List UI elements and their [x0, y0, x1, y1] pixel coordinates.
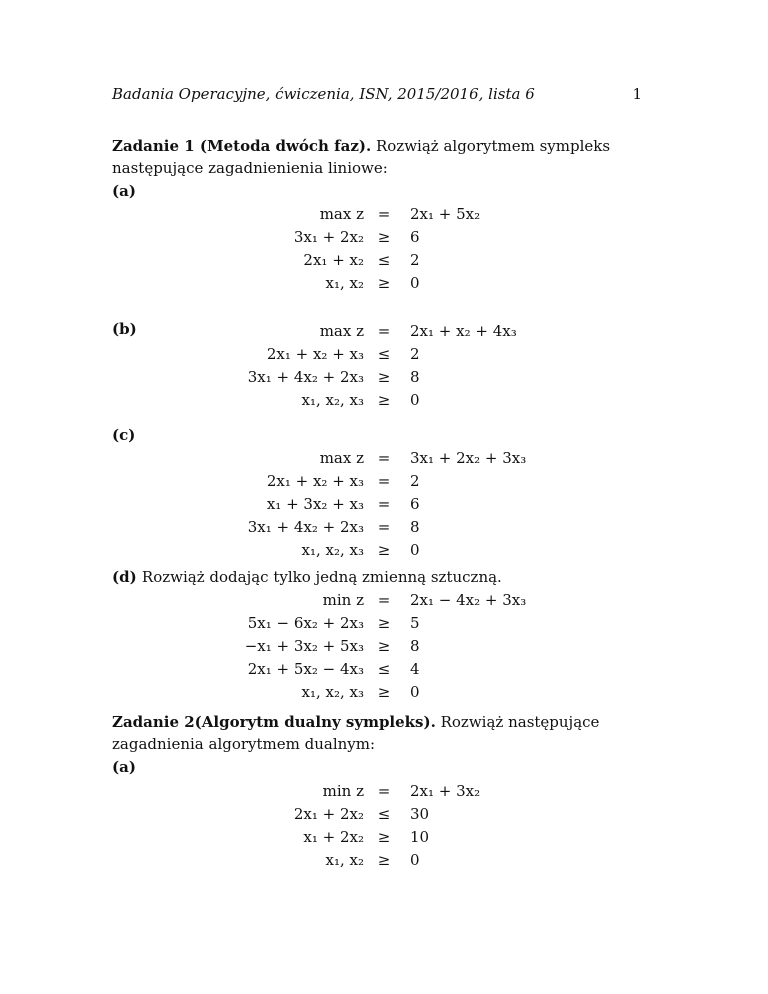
equation-row	[112, 251, 642, 272]
equation-rel: ≥	[377, 274, 391, 292]
equation-lhs: x₁, x₂, x₃	[301, 683, 364, 701]
equation-lhs: 3x₁ + 4x₂ + 2x₃	[247, 518, 364, 536]
equation-row	[112, 228, 642, 249]
equation-rel: ≥	[377, 828, 391, 846]
equation-rel: ≥	[377, 683, 391, 701]
equation-rel: ≤	[377, 251, 391, 269]
task-1-part-b-label: (b)	[112, 320, 137, 338]
equation-lhs: x₁ + 2x₂	[303, 828, 364, 846]
equation-rel: =	[377, 782, 391, 800]
task-2-heading: Zadanie 2(Algorytm dualny sympleks).	[112, 713, 436, 731]
task-1-part-a-label: (a)	[112, 182, 136, 200]
equation-rhs: 8	[410, 637, 420, 655]
equation-lhs: max z	[319, 322, 364, 340]
equation-row	[112, 660, 642, 681]
equation-rhs: 2	[410, 472, 420, 490]
equation-lhs: x₁ + 3x₂ + x₃	[266, 495, 364, 513]
equation-rhs: 2	[410, 251, 420, 269]
equation-rel: ≤	[377, 805, 391, 823]
equation-rel: =	[377, 322, 391, 340]
equation-lhs: 2x₁ + x₂	[303, 251, 364, 269]
equation-rhs: 6	[410, 228, 420, 246]
task-1-part-d-desc: Rozwiąż dodając tylko jedną zmienną sztuczną.	[141, 568, 502, 586]
equation-row	[112, 782, 642, 803]
equation-lhs: min z	[322, 782, 364, 800]
equation-rhs: 5	[410, 614, 420, 632]
equation-row	[112, 851, 642, 872]
equation-rhs: 8	[410, 368, 420, 386]
task-2-part-a-label: (a)	[112, 758, 136, 776]
equation-row	[112, 541, 642, 562]
task-1-text: Rozwiąż algorytmem sympleks następujące zagadnienienia liniowe:	[112, 137, 611, 177]
running-header	[112, 85, 642, 103]
equation-lhs: x₁, x₂	[325, 851, 364, 869]
equation-rel: ≥	[377, 368, 391, 386]
equation-rhs: 0	[410, 851, 420, 869]
equation-rel: ≥	[377, 391, 391, 409]
equation-row	[112, 391, 642, 412]
equation-row	[112, 683, 642, 704]
equation-row	[112, 322, 642, 343]
equation-lhs: 3x₁ + 4x₂ + 2x₃	[247, 368, 364, 386]
equation-rhs: 10	[410, 828, 430, 846]
equation-rhs: 0	[410, 274, 420, 292]
equation-row	[112, 274, 642, 295]
equation-row	[112, 828, 642, 849]
equation-row	[112, 495, 642, 516]
equation-lhs: −x₁ + 3x₂ + 5x₃	[244, 637, 364, 655]
equation-rel: =	[377, 449, 391, 467]
equation-rel: =	[377, 591, 391, 609]
equation-rel: ≥	[377, 541, 391, 559]
equation-row	[112, 637, 642, 658]
equation-rhs: 2	[410, 345, 420, 363]
equation-rel: ≤	[377, 345, 391, 363]
equation-rel: =	[377, 495, 391, 513]
equation-row	[112, 472, 642, 493]
equation-rhs: 2x₁ + 5x₂	[410, 205, 481, 223]
equation-row	[112, 205, 642, 226]
equation-row	[112, 518, 642, 539]
equation-rhs: 2x₁ + x₂ + 4x₃	[410, 322, 517, 340]
equation-rhs: 2x₁ − 4x₂ + 3x₃	[410, 591, 527, 609]
equation-rhs: 4	[410, 660, 420, 678]
equation-rhs: 8	[410, 518, 420, 536]
equation-row	[112, 449, 642, 470]
equation-rel: ≥	[377, 614, 391, 632]
equation-row	[112, 614, 642, 635]
task-1-part-c-label: (c)	[112, 426, 136, 444]
equation-rhs: 2x₁ + 3x₂	[410, 782, 481, 800]
equation-rhs: 6	[410, 495, 420, 513]
equation-rhs: 3x₁ + 2x₂ + 3x₃	[410, 449, 527, 467]
equation-lhs: x₁, x₂	[325, 274, 364, 292]
equation-lhs: 2x₁ + x₂ + x₃	[266, 472, 364, 490]
equation-lhs: min z	[322, 591, 364, 609]
header-title: Badania Operacyjne, ćwiczenia, ISN, 2015/2016, lista 6	[112, 85, 535, 103]
equation-lhs: x₁, x₂, x₃	[301, 541, 364, 559]
equation-rhs: 0	[410, 541, 420, 559]
equation-rhs: 0	[410, 391, 420, 409]
equation-rel: =	[377, 518, 391, 536]
equation-row	[112, 591, 642, 612]
task-2-text: Rozwiąż następujące zagadnienia algorytmem dualnym:	[112, 713, 600, 753]
equation-rel: =	[377, 472, 391, 490]
task-1-heading: Zadanie 1 (Metoda dwóch faz).	[112, 137, 372, 155]
equation-row	[112, 345, 642, 366]
equation-row	[112, 805, 642, 826]
equation-lhs: 2x₁ + 2x₂	[293, 805, 364, 823]
equation-lhs: x₁, x₂, x₃	[301, 391, 364, 409]
equation-rel: ≥	[377, 228, 391, 246]
equation-rel: ≤	[377, 660, 391, 678]
equation-rhs: 0	[410, 683, 420, 701]
equation-rhs: 30	[410, 805, 430, 823]
equation-lhs: 2x₁ + x₂ + x₃	[266, 345, 364, 363]
equation-lhs: 5x₁ − 6x₂ + 2x₃	[247, 614, 364, 632]
page-number: 1	[632, 85, 642, 103]
task-2-intro	[112, 711, 642, 755]
equation-lhs: 2x₁ + 5x₂ − 4x₃	[247, 660, 364, 678]
task-1-intro	[112, 135, 642, 179]
equation-lhs: max z	[319, 205, 364, 223]
equation-rel: ≥	[377, 851, 391, 869]
task-1-part-d-label: (d) Rozwiąż dodając tylko jedną zmienną sztuczną.	[112, 568, 502, 586]
equation-lhs: 3x₁ + 2x₂	[293, 228, 364, 246]
equation-rel: ≥	[377, 637, 391, 655]
equation-row	[112, 368, 642, 389]
equation-rel: =	[377, 205, 391, 223]
equation-lhs: max z	[319, 449, 364, 467]
